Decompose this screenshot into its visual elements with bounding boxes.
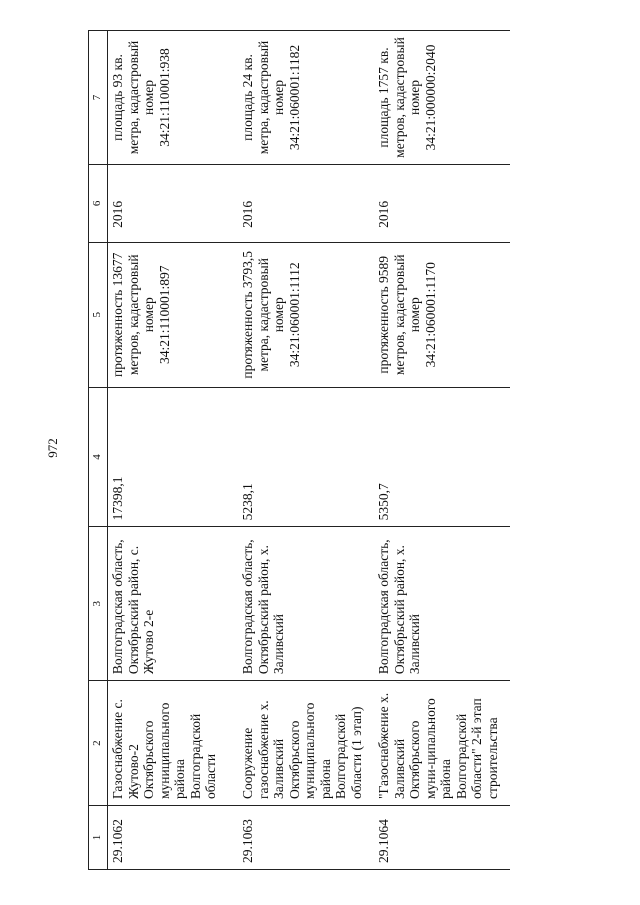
- object-address: Волгоградская область, Октябрьский район, х. Заливский: [238, 527, 374, 681]
- row-number: 29.1062: [108, 806, 239, 870]
- object-year: 2016: [374, 164, 510, 242]
- column-number-header-row: [89, 31, 108, 870]
- registry-table: [88, 30, 510, 870]
- object-value: 5238,1: [238, 387, 374, 527]
- land-plot-info: площадь 1757 кв. метров, кадастровый номер 34:21:000000:2040: [374, 31, 510, 165]
- land-plot-info: площадь 93 кв. метра, кадастровый номер 34:21:110001:938: [108, 31, 239, 165]
- column-header-3: 3: [89, 527, 108, 681]
- object-year: 2016: [238, 164, 374, 242]
- registry-table-container: [88, 30, 540, 870]
- column-header-1: 1: [89, 806, 108, 870]
- column-header-5: 5: [89, 242, 108, 387]
- page-number-text: 972: [45, 438, 60, 458]
- column-header-7: 7: [89, 31, 108, 165]
- object-characteristics: протяженность 9589 метров, кадастровый номер 34:21:060001:1170: [374, 242, 510, 387]
- land-plot-info: площадь 24 кв. метра, кадастровый номер 34:21:060001:1182: [238, 31, 374, 165]
- table-row: [374, 31, 510, 870]
- column-header-2: 2: [89, 681, 108, 806]
- object-name: Сооружение газоснабжение х. Заливский Октябрьского муниципального района Волгоградской области (1 этап): [238, 681, 374, 806]
- column-header-6: 6: [89, 164, 108, 242]
- object-address: Волгоградская область, Октябрьский район, х. Заливский: [374, 527, 510, 681]
- object-name: Газоснабжение с. Жутово-2 Октябрьского муниципального района Волгоградской области: [108, 681, 239, 806]
- row-number: 29.1064: [374, 806, 510, 870]
- table-row: [238, 31, 374, 870]
- table-row: [108, 31, 239, 870]
- row-number: 29.1063: [238, 806, 374, 870]
- object-year: 2016: [108, 164, 239, 242]
- page-number: [41, 428, 65, 468]
- object-name: "Газоснабжение х. Заливский Октябрьского муни-ципального района Волгоградской области" 2-й этап строительства: [374, 681, 510, 806]
- object-value: 17398,1: [108, 387, 239, 527]
- object-address: Волгоградская область, Октябрьский район, с. Жутово 2-е: [108, 527, 239, 681]
- object-value: 5350,7: [374, 387, 510, 527]
- column-header-4: 4: [89, 387, 108, 527]
- object-characteristics: протяженность 13677 метров, кадастровый номер 34:21:110001:897: [108, 242, 239, 387]
- object-characteristics: протяженность 3793,5 метра, кадастровый номер 34:21:060001:1112: [238, 242, 374, 387]
